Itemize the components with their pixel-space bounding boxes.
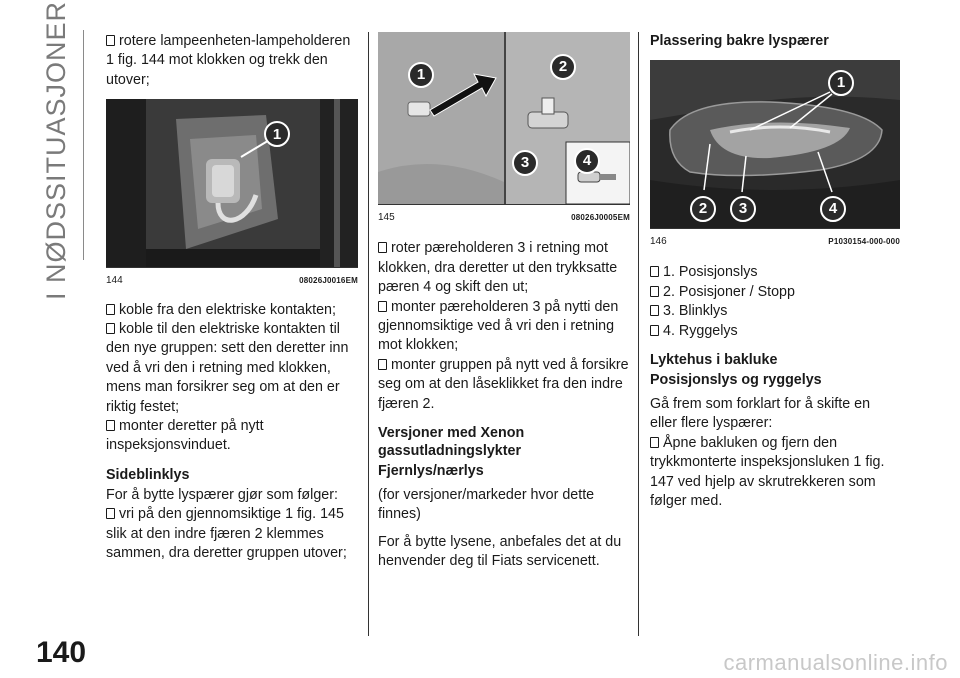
rear-light-illustration <box>650 60 900 228</box>
list-item: koble fra den elektriske kontakten; <box>106 301 358 320</box>
heading-plassering: Plassering bakre lyspærer <box>650 33 829 49</box>
callout-4: 4 <box>574 148 600 174</box>
callout-1: 1 <box>264 121 290 147</box>
figure-number: 146 <box>650 236 667 247</box>
figure-145 <box>378 32 630 204</box>
figure-code: 08026J0005EM <box>571 213 630 222</box>
heading-xenon: Versjoner med Xenon gassutladningslykter <box>378 425 525 460</box>
heading-posisjonslys: Posisjonslys og ryggelys <box>650 372 822 389</box>
checkbox-bullet-icon <box>106 508 115 519</box>
checkbox-bullet-icon <box>650 325 659 336</box>
callout-1: 1 <box>828 70 854 96</box>
list-item: 3. Blinklys <box>650 302 900 321</box>
paragraph: (for versjoner/markeder hvor dette finnes) <box>378 487 595 523</box>
checkbox-bullet-icon <box>106 304 115 315</box>
watermark: carmanualsonline.info <box>723 650 948 675</box>
lamp-holder-illustration <box>106 99 358 267</box>
checkbox-bullet-icon <box>378 359 387 370</box>
figure-146 <box>650 60 900 228</box>
callout-1: 1 <box>408 62 434 88</box>
checkbox-bullet-icon <box>106 35 115 46</box>
checkbox-bullet-icon <box>650 286 659 297</box>
heading-lyktehus: Lyktehus i bakluke <box>650 352 778 369</box>
figure-number: 145 <box>378 212 395 223</box>
heading-sideblinklys: Sideblinklys <box>106 466 190 483</box>
paragraph: For å bytte lyspærer gjør som følger: <box>106 486 338 503</box>
paragraph: For å bytte lysene, anbefales det at du henvender deg til Fiats servicenett. <box>378 533 622 570</box>
callout-3: 3 <box>730 196 756 222</box>
column-divider <box>638 32 639 636</box>
heading-fjernlys: Fjernlys/nærlys <box>378 463 484 480</box>
checkbox-bullet-icon <box>378 301 387 312</box>
side-indicator-illustration <box>378 32 630 204</box>
list-item: 4. Ryggelys <box>650 322 900 341</box>
list-item: 2. Posisjoner / Stopp <box>650 283 900 302</box>
column-divider <box>368 32 369 636</box>
checkbox-bullet-icon <box>378 242 387 253</box>
column-2 <box>378 32 630 580</box>
figure-144 <box>106 99 358 267</box>
list-item: 1. Posisjonslys <box>650 263 900 282</box>
list-item: vri på den gjennomsiktige 1 fig. 145 slik at den indre fjæren 2 klemmes sammen, dra deretter gruppen utover; <box>106 506 347 562</box>
checkbox-bullet-icon <box>650 437 659 448</box>
figure-caption <box>378 204 630 227</box>
list-item: monter pæreholderen 3 på nytti den gjennomsiktige ved å vri den i retning mot klokken; <box>378 298 619 354</box>
list-item: koble til den elektriske kontakten til den nye gruppen: sett den deretter inn ved å vri den i retning med klokken, mens man forsikrer seg om at den er riktig festet; <box>106 321 349 415</box>
checkbox-bullet-icon <box>106 420 115 431</box>
checkbox-bullet-icon <box>106 323 115 334</box>
figure-caption <box>106 267 358 290</box>
callout-3: 3 <box>512 150 538 176</box>
checkbox-bullet-icon <box>650 266 659 277</box>
column-3 <box>650 32 900 511</box>
callout-4: 4 <box>820 196 846 222</box>
figure-code: 08026J0016EM <box>299 276 358 286</box>
section-title: I NØDSSITUASJONER <box>41 0 72 300</box>
figure-number: 144 <box>106 275 123 287</box>
list-item: monter deretter på nytt inspeksjonsvinduet. <box>106 418 264 454</box>
callout-2: 2 <box>550 54 576 80</box>
figure-code: P1030154-000-000 <box>828 237 900 246</box>
section-divider <box>83 30 84 260</box>
list-item: rotere lampeenheten-lampeholderen 1 fig. 144 mot klokken og trekk den utover; <box>106 33 351 88</box>
page-number: 140 <box>36 636 87 669</box>
callout-2: 2 <box>690 196 716 222</box>
list-item: Åpne bakluken og fjern den trykkmonterte inspeksjonsluken 1 fig. 147 ved hjelp av skrutrekkeren som følger med. <box>650 434 885 510</box>
list-item: roter pæreholderen 3 i retning mot klokken, dra deretter ut den trykksatte pæren 4 og skift den ut; <box>378 240 618 296</box>
list-item: monter gruppen på nytt ved å forsikre seg om at den låseklikket fra den indre fjæren 2. <box>378 356 629 412</box>
column-1 <box>106 32 358 564</box>
figure-caption <box>650 228 900 251</box>
checkbox-bullet-icon <box>650 305 659 316</box>
paragraph: Gå frem som forklart for å skifte en eller flere lyspærer: <box>650 396 871 432</box>
